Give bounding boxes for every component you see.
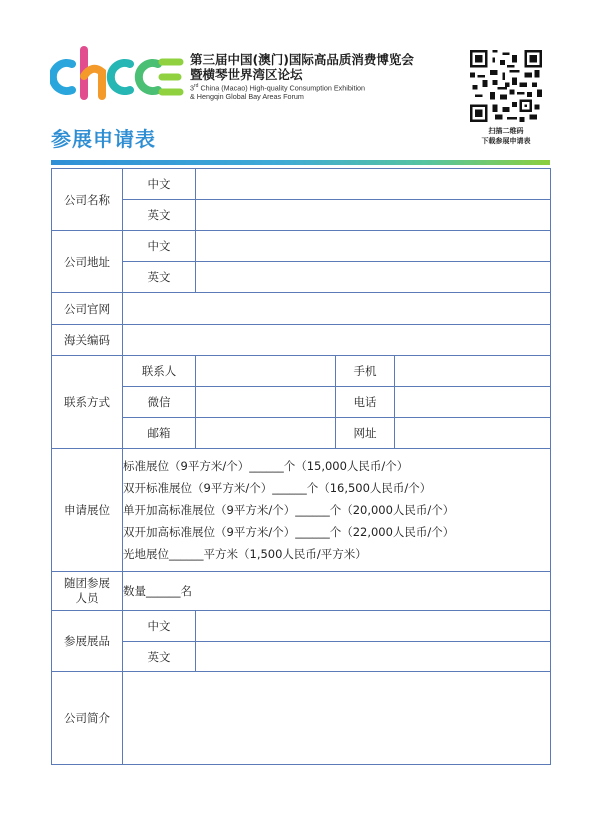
email-field[interactable] [196, 418, 336, 449]
event-title-en-line1: 3rd China (Macao) High-quality Consumption Exhibition [190, 83, 366, 93]
mobile-label: 手机 [336, 356, 395, 387]
contact-row-3 [52, 418, 551, 449]
profile-field[interactable] [123, 672, 551, 765]
phone-label: 电话 [336, 387, 395, 418]
exhibits-cn-field[interactable] [196, 611, 551, 642]
company-name-cn-label: 中文 [123, 169, 196, 200]
chcce-logo [50, 46, 184, 102]
qr-code [470, 50, 542, 122]
profile-label: 公司简介 [52, 672, 123, 765]
mobile-field[interactable] [395, 356, 551, 387]
contact-row-2 [52, 387, 551, 418]
booth-option-standard[interactable]: 标准展位（9平方米/个）______个（15,000人民币/个） [123, 459, 409, 473]
company-name-en-row [52, 200, 551, 231]
form-title: 参展申请表 [51, 127, 156, 151]
company-address-en-field[interactable] [196, 262, 551, 293]
contact-row-1 [52, 356, 551, 387]
contact-person-label: 联系人 [123, 356, 196, 387]
website-row [52, 293, 551, 325]
website-field[interactable] [123, 293, 551, 325]
profile-row [52, 672, 551, 765]
event-title-zh-line1: 第三届中国(澳门)国际高品质消费博览会 [190, 52, 414, 67]
header [0, 0, 600, 170]
email-label: 邮箱 [123, 418, 196, 449]
delegation-label: 随团参展 人员 [52, 572, 123, 611]
web-label: 网址 [336, 418, 395, 449]
delegation-row [52, 572, 551, 611]
company-address-cn-label: 中文 [123, 231, 196, 262]
exhibits-cn-label: 中文 [123, 611, 196, 642]
company-name-en-field[interactable] [196, 200, 551, 231]
exhibits-en-label: 英文 [123, 642, 196, 672]
customs-code-row [52, 325, 551, 356]
customs-code-field[interactable] [123, 325, 551, 356]
company-address-en-label: 英文 [123, 262, 196, 293]
booth-row [52, 449, 551, 572]
company-address-en-row [52, 262, 551, 293]
company-address-cn-row [52, 231, 551, 262]
exhibits-label: 参展展品 [52, 611, 123, 672]
company-name-en-label: 英文 [123, 200, 196, 231]
company-address-cn-field[interactable] [196, 231, 551, 262]
contact-label: 联系方式 [52, 356, 123, 449]
company-name-cn-row [52, 169, 551, 200]
exhibits-en-row [52, 642, 551, 672]
application-form [51, 168, 551, 765]
qr-caption: 扫描二维码 下载参展申请表 [481, 127, 531, 145]
booth-option-raw-space[interactable]: 光地展位______平方米（1,500人民币/平方米） [123, 547, 367, 561]
event-title-en-line2: & Hengqin Global Bay Areas Forum [190, 92, 304, 102]
gradient-divider [51, 160, 550, 165]
company-name-label: 公司名称 [52, 169, 123, 231]
booth-options[interactable] [123, 449, 551, 572]
customs-code-label: 海关编码 [52, 325, 123, 356]
booth-option-single-raised[interactable]: 单开加高标准展位（9平方米/个）______个（20,000人民币/个） [123, 503, 455, 517]
delegation-count-field[interactable]: 数量______名 [123, 572, 551, 611]
company-name-cn-field[interactable] [196, 169, 551, 200]
booth-option-double-standard[interactable]: 双开标准展位（9平方米/个）______个（16,500人民币/个） [123, 481, 432, 495]
wechat-field[interactable] [196, 387, 336, 418]
booth-label: 申请展位 [52, 449, 123, 572]
exhibits-en-field[interactable] [196, 642, 551, 672]
phone-field[interactable] [395, 387, 551, 418]
event-title-zh-line2: 暨横琴世界湾区论坛 [190, 67, 303, 82]
contact-person-field[interactable] [196, 356, 336, 387]
booth-option-double-raised[interactable]: 双开加高标准展位（9平方米/个）______个（22,000人民币/个） [123, 525, 455, 539]
wechat-label: 微信 [123, 387, 196, 418]
company-address-label: 公司地址 [52, 231, 123, 293]
web-field[interactable] [395, 418, 551, 449]
website-label: 公司官网 [52, 293, 123, 325]
exhibits-cn-row [52, 611, 551, 642]
event-title [190, 52, 414, 101]
